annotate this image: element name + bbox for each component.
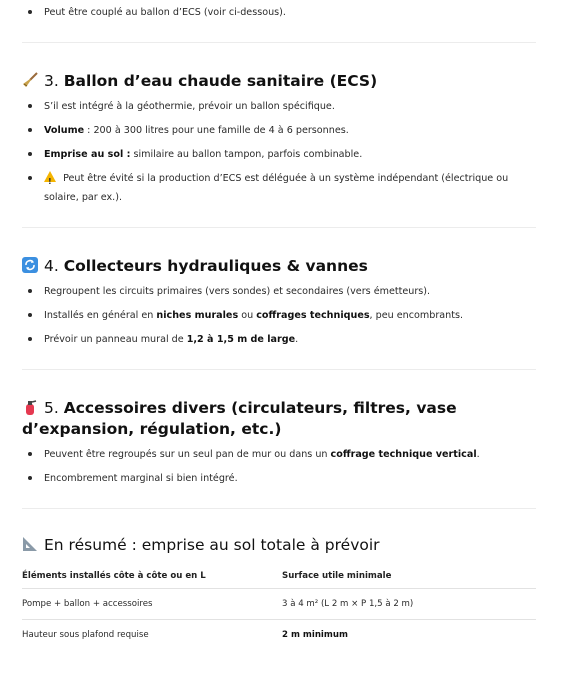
broom-icon [22, 72, 38, 88]
divider [22, 508, 536, 509]
list-item: ! Peut être évité si la production d’ECS est déléguée à un système indépendant (électrique ou solaire, par ex.). [22, 169, 536, 207]
summary-table [22, 564, 536, 650]
table-cell: Pompe + ballon + accessoires [22, 589, 282, 620]
list-item: Peut être couplé au ballon d’ECS (voir ci-dessous). [22, 3, 536, 22]
section5-list [22, 445, 536, 488]
arrows-cycle-icon [22, 257, 38, 273]
table-header-row [22, 564, 536, 589]
section4-list [22, 282, 536, 349]
list-item: Peuvent être regroupés sur un seul pan de mur ou dans un coffrage technique vertical. [22, 445, 536, 464]
list-item: Emprise au sol : similaire au ballon tampon, parfois combinable. [22, 145, 536, 164]
list-item: Prévoir un panneau mural de 1,2 à 1,5 m de large. [22, 330, 536, 349]
list-item: Volume : 200 à 300 litres pour une famille de 4 à 6 personnes. [22, 121, 536, 140]
section3-list [22, 97, 536, 207]
section-heading-3: 3. Ballon d’eau chaude sanitaire (ECS) [22, 71, 536, 92]
top-list [22, 3, 536, 22]
fire-extinguisher-icon [22, 399, 38, 415]
table-cell: Hauteur sous plafond requise [22, 620, 282, 651]
table-row [22, 589, 536, 620]
list-item: S’il est intégré à la géothermie, prévoir un ballon spécifique. [22, 97, 536, 116]
list-item: Installés en général en niches murales ou coffrages techniques, peu encombrants. [22, 306, 536, 325]
table-cell: 2 m minimum [282, 620, 536, 651]
divider [22, 42, 536, 43]
column-header: Éléments installés côte à côte ou en L [22, 571, 206, 581]
divider [22, 227, 536, 228]
summary-heading: En résumé : emprise au sol totale à prévoir [22, 535, 536, 556]
divider [22, 369, 536, 370]
section-heading-4: 4. Collecteurs hydrauliques & vannes [22, 256, 536, 277]
list-item: Encombrement marginal si bien intégré. [22, 469, 536, 488]
section-heading-5: 5. Accessoires divers (circulateurs, filtres, vase d’expansion, régulation, etc.) [22, 399, 457, 438]
content [22, 0, 536, 650]
table-cell: 3 à 4 m² (L 2 m × P 1,5 à 2 m) [282, 589, 536, 620]
column-header: Surface utile minimale [282, 571, 392, 581]
warning-icon [44, 171, 56, 182]
table-row [22, 620, 536, 651]
triangle-ruler-icon [22, 536, 38, 552]
list-item: Regroupent les circuits primaires (vers sondes) et secondaires (vers émetteurs). [22, 282, 536, 301]
